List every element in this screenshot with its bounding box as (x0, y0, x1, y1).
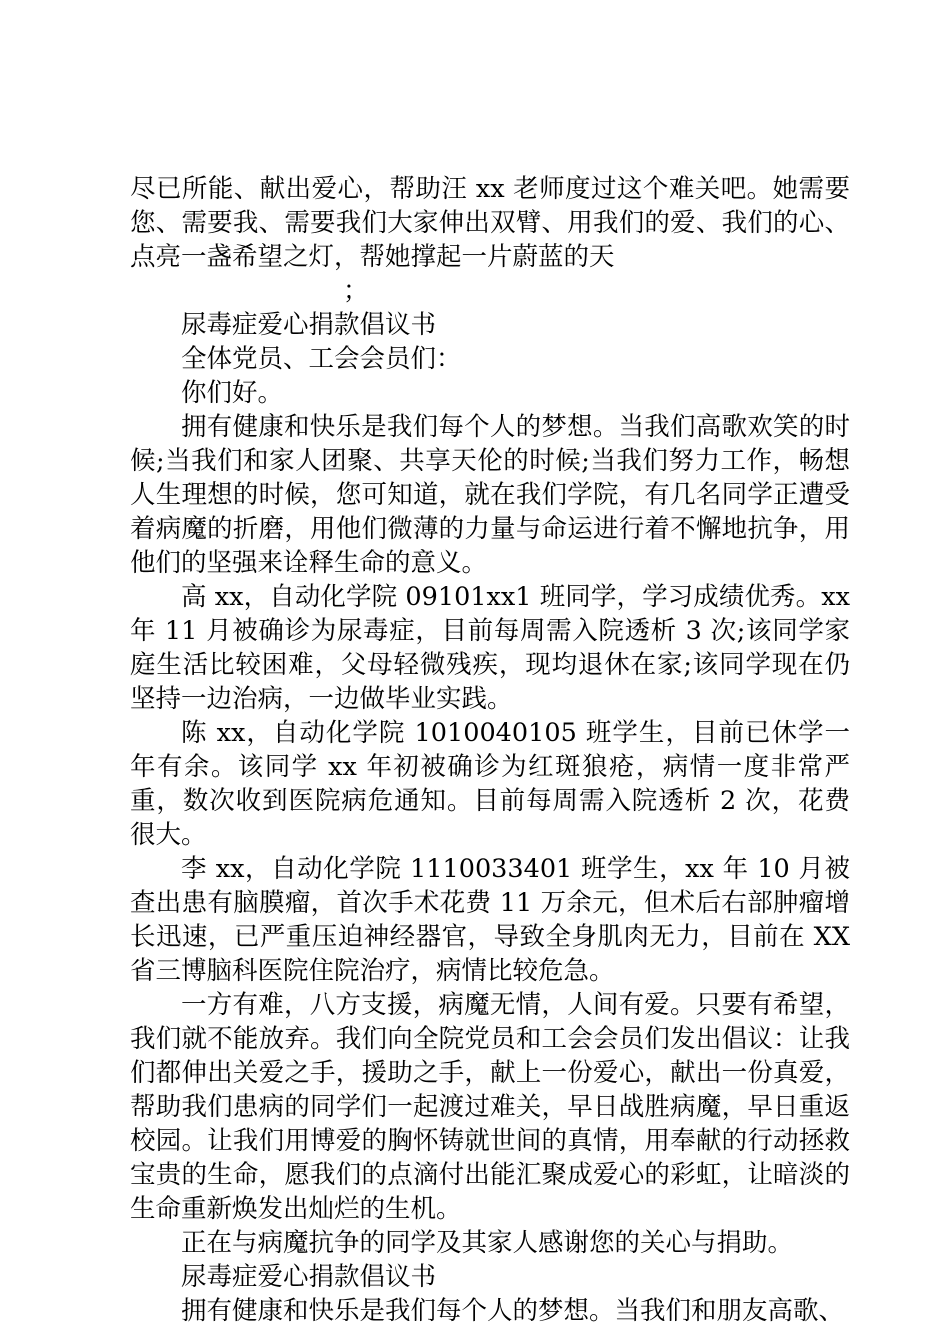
salutation: 全体党员、工会会员们： (181, 344, 462, 374)
semicolon-line: ； (343, 276, 369, 306)
paragraph-thanks: 正在与病魔抗争的同学及其家人感谢您的关心与捐助。 (181, 1228, 794, 1258)
section-title-second: 尿毒症爱心捐款倡议书 (181, 1262, 437, 1292)
paragraph-student-li: 李 xx，自动化学院 1110033401 班学生，xx 年 10 月被查出患有脑膜瘤，首次手术花费 11 万余元，但术后右部肿瘤增长迅速，已严重压迫神经器官，导致全身肌肉无力，目前在 XX 省三博脑科医院住院治疗，病情比较危急。 (130, 854, 850, 986)
document-body (130, 172, 850, 1328)
paragraph-intro-continuation: 尽已所能、献出爱心，帮助汪 xx 老师度过这个难关吧。她需要您、需要我、需要我们大家伸出双臂、用我们的爱、我们的心、点亮一盏希望之灯，帮她撑起一片蔚蓝的天 (130, 174, 850, 272)
section-title: 尿毒症爱心捐款倡议书 (181, 310, 437, 340)
paragraph-student-chen: 陈 xx，自动化学院 1010040105 班学生，目前已休学一年有余。该同学 xx 年初被确诊为红斑狼疮，病情一度非常严重，数次收到医院病危通知。目前每周需入院透析 2 次，花费很大。 (130, 718, 850, 850)
paragraph-student-gao: 高 xx，自动化学院 09101xx1 班同学，学习成绩优秀。xx 年 11 月被确诊为尿毒症，目前每周需入院透析 3 次;该同学家庭生活比较困难，父母轻微残疾，现均退休在家;该同学现在仍坚持一边治病，一边做毕业实践。 (130, 582, 850, 714)
paragraph-appeal: 一方有难，八方支援，病魔无情，人间有爱。只要有希望，我们就不能放弃。我们向全院党员和工会会员们发出倡议：让我们都伸出关爱之手，援助之手，献上一份爱心，献出一份真爱，帮助我们患病的同学们一起渡过难关，早日战胜病魔，早日重返校园。让我们用博爱的胸怀铸就世间的真情，用奉献的行动拯救宝贵的生命，愿我们的点滴付出能汇聚成爱心的彩虹，让暗淡的生命重新焕发出灿烂的生机。 (130, 990, 850, 1224)
paragraph-dream: 拥有健康和快乐是我们每个人的梦想。当我们高歌欢笑的时候;当我们和家人团聚、共享天伦的时候;当我们努力工作，畅想人生理想的时候，您可知道，就在我们学院，有几名同学正遭受着病魔的折磨，用他们微薄的力量与命运进行着不懈地抗争，用他们的坚强来诠释生命的意义。 (130, 412, 850, 578)
paragraph-dream-second: 拥有健康和快乐是我们每个人的梦想。当我们和朋友高歌、 (181, 1296, 845, 1326)
greeting: 你们好。 (181, 378, 284, 408)
